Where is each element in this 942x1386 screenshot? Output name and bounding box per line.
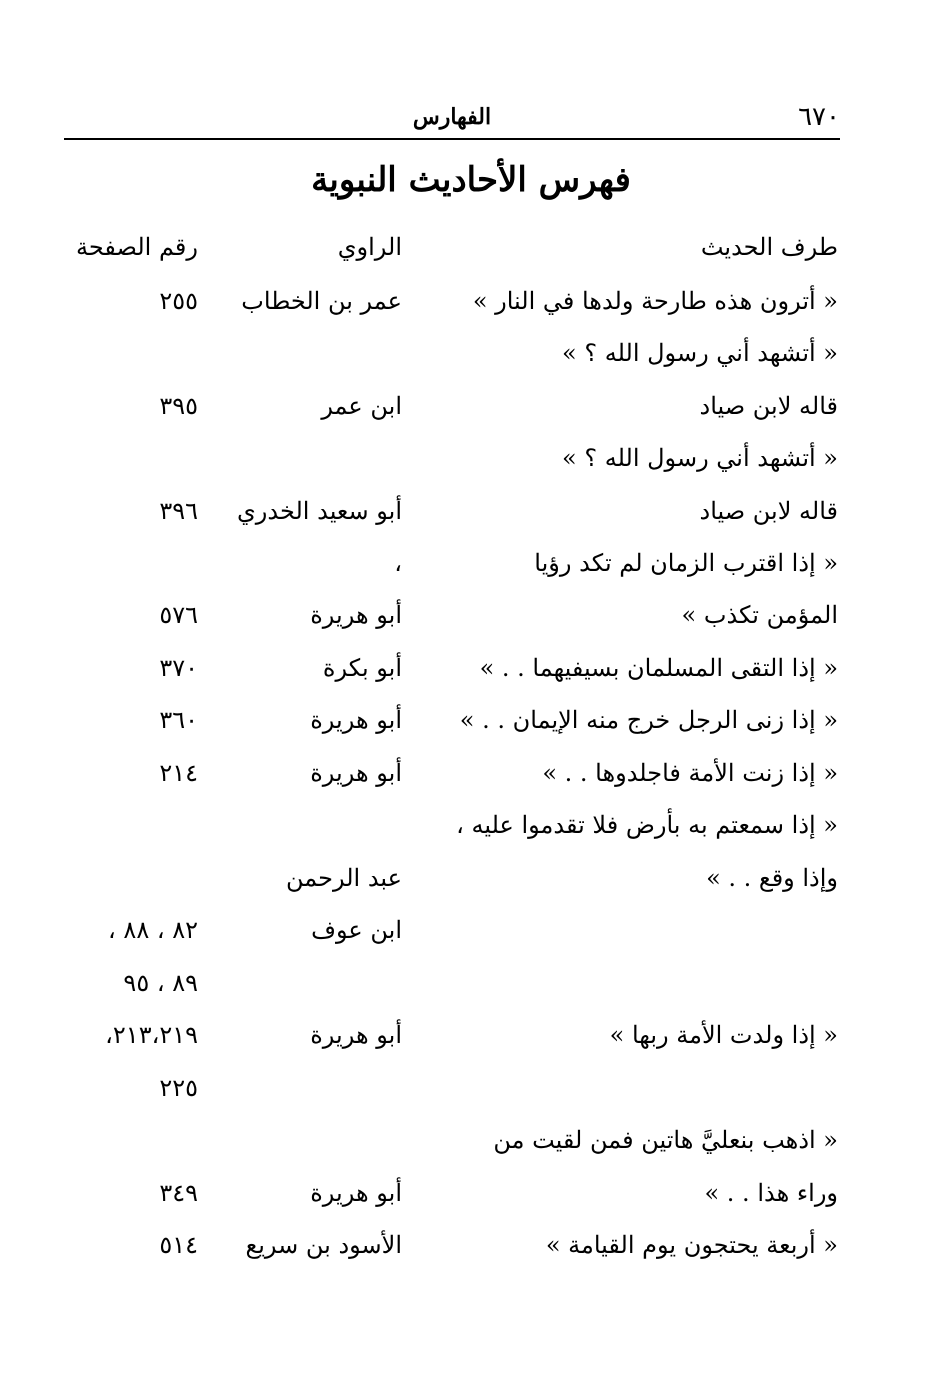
index-row-narrator: أبو هريرة xyxy=(310,706,402,734)
index-row-hadith: « إذا زنى الرجل خرج منه الإيمان . . » xyxy=(459,706,838,734)
index-row-page: ٥٧٦ xyxy=(159,601,198,629)
index-row-narrator: عمر بن الخطاب xyxy=(241,287,402,315)
index-row-narrator: أبو هريرة xyxy=(310,759,402,787)
index-row-hadith: قاله لابن صياد xyxy=(699,497,838,525)
index-row-hadith: قاله لابن صياد xyxy=(699,392,838,420)
running-title: الفهارس xyxy=(412,104,492,130)
index-row-hadith: المؤمن تكذب » xyxy=(681,601,838,629)
index-title: فهرس الأحاديث النبوية xyxy=(311,160,631,200)
index-row-page: ٢٥٥ xyxy=(159,287,198,315)
index-row-narrator: ابن عمر xyxy=(321,392,402,420)
index-row-hadith: « إذا زنت الأمة فاجلدوها . . » xyxy=(542,759,838,787)
index-row-page: ٢٢٥ xyxy=(159,1074,198,1102)
index-row-narrator: ، xyxy=(394,549,402,577)
index-row-narrator: عبد الرحمن xyxy=(286,864,402,892)
page-number: ٦٧٠ xyxy=(798,102,840,132)
index-row-narrator: الأسود بن سريع xyxy=(245,1231,402,1259)
index-row-page: ٨٩ ، ٩٥ xyxy=(123,969,198,997)
index-row-page: ٢١٣،٢١٩، xyxy=(105,1021,198,1049)
index-row-narrator: أبو بكرة xyxy=(322,654,402,682)
index-row-hadith: « اذهب بنعليَّ هاتين فمن لقيت من xyxy=(493,1126,838,1154)
index-row-hadith: وإذا وقع . . » xyxy=(706,864,838,892)
index-row-page: ٨٢ ، ٨٨ ، xyxy=(108,916,198,944)
index-row-page: ٥١٤ xyxy=(159,1231,198,1259)
index-row-page: ٣٦٠ xyxy=(159,706,198,734)
index-row-hadith: « أتشهد أني رسول الله ؟ » xyxy=(562,339,838,367)
index-row-hadith: « إذا التقى المسلمان بسيفيهما . . » xyxy=(479,654,838,682)
index-row-hadith: « إذا سمعتم به بأرض فلا تقدموا عليه ، xyxy=(456,811,838,839)
column-header-page: رقم الصفحة xyxy=(76,233,198,261)
index-row-hadith: وراء هذا . . » xyxy=(704,1179,838,1207)
running-header xyxy=(64,98,840,140)
index-row-hadith: « أربعة يحتجون يوم القيامة » xyxy=(545,1231,838,1259)
index-row-hadith: « إذا اقترب الزمان لم تكد رؤيا xyxy=(534,549,838,577)
index-row-narrator: ابن عوف xyxy=(311,916,402,944)
index-row-hadith: « أترون هذه طارحة ولدها في النار » xyxy=(472,287,838,315)
index-row-page: ٣٩٦ xyxy=(159,497,198,525)
column-header-hadith: طرف الحديث xyxy=(700,233,838,261)
index-row-hadith: « إذا ولدت الأمة ربها » xyxy=(609,1021,838,1049)
index-row-hadith: « أتشهد أني رسول الله ؟ » xyxy=(562,444,838,472)
index-row-page: ٢١٤ xyxy=(159,759,198,787)
index-row-page: ٣٧٠ xyxy=(159,654,198,682)
column-header-narrator: الراوي xyxy=(337,233,402,261)
index-row-narrator: أبو هريرة xyxy=(310,601,402,629)
index-row-narrator: أبو سعيد الخدري xyxy=(237,497,402,525)
index-row-narrator: أبو هريرة xyxy=(310,1021,402,1049)
index-row-page: ٣٤٩ xyxy=(159,1179,198,1207)
index-row-narrator: أبو هريرة xyxy=(310,1179,402,1207)
index-row-page: ٣٩٥ xyxy=(159,392,198,420)
